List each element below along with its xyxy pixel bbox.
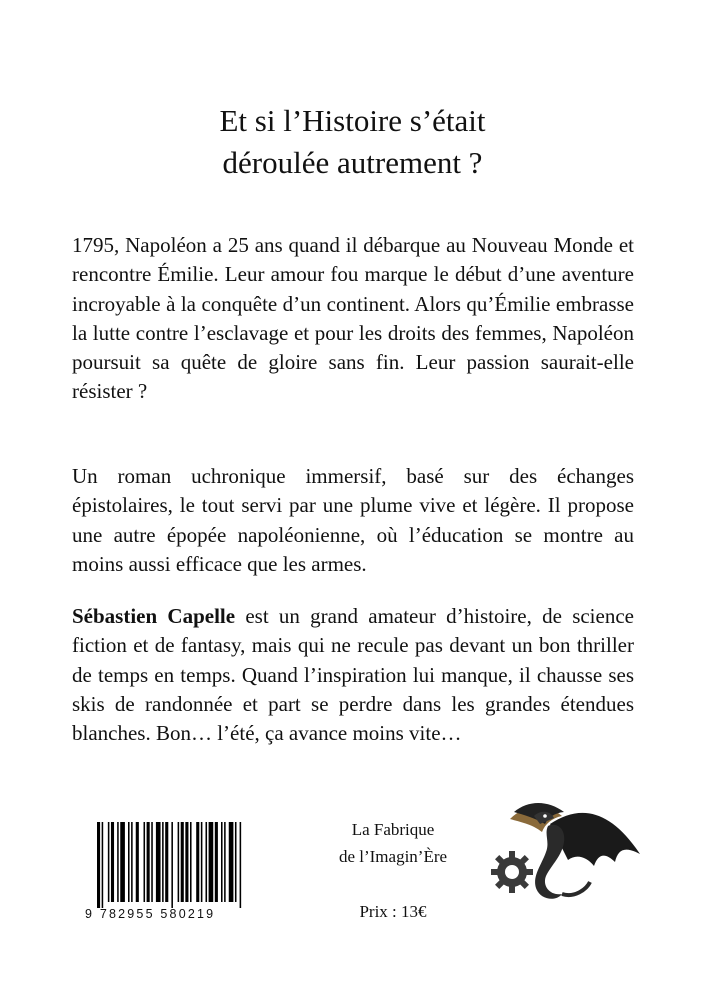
barcode-bar [171,822,173,908]
author-bio-paragraph [72,602,634,748]
barcode-bar [209,822,214,902]
barcode-bar [235,822,237,902]
barcode-bar [111,822,114,902]
isbn-barcode [85,822,285,932]
barcode-bar [206,822,208,902]
barcode-bar [221,822,223,902]
barcode-bar [102,822,104,908]
barcode-bar [120,822,125,902]
tagline-line-2: déroulée autrement ? [222,145,483,180]
barcode-bar [190,822,192,902]
dragon-gear-icon [490,794,650,914]
synopsis-paragraph: 1795, Napoléon a 25 ans quand il débarque au Nouveau Monde et rencontre Émilie. Leur amour fou marque le début d’une aventure incroyable à la conquête d’un continent. Alors qu’Émilie embrasse la lutte contre l’esclavage et pour les droits des femmes, Napoléon poursuit sa quête de gloire sans fin. Leur passion saurait-elle résister ? [72,233,634,404]
barcode-bar [108,822,110,902]
barcode-bar [144,822,146,902]
barcode-bar [136,822,139,902]
barcode-bar [185,822,188,902]
publisher-line-2: de l’Imagin’Ère [338,847,448,866]
barcode-bar [224,822,226,902]
barcode-bar [156,822,161,902]
barcode-bar [181,822,184,902]
barcode-bar [117,822,119,902]
barcode-bar [215,822,218,902]
tagline-line-1: Et si l’Histoire s’était [219,103,486,138]
barcode-bar [178,822,180,902]
barcode-bar [165,822,168,902]
barcode-bar [151,822,153,902]
barcode-bar [229,822,234,902]
barcode-bar [97,822,100,908]
isbn-digits: 9 782955 580219 [85,907,216,921]
book-tagline [0,100,705,184]
barcode-bars [85,822,285,908]
author-bio-text: est un grand amateur d’histoire, de science fiction et de fantasy, mais qui ne recule pas devant un bon thriller de temps en temps. Quand l’inspiration lui manque, il chausse ses skis de randonnée et part se perdre dans les grandes étendues blanches. Bon… l’été, ça avance moins vite… [72,604,634,746]
barcode-bar [131,822,133,902]
description-paragraph: Un roman uchronique immersif, basé sur des échanges épistolaires, le tout servi par une plume vive et légère. Il propose une autre épopée napoléonienne, où l’éducation se montre au moins aussi efficace que les armes. [72,464,634,576]
publisher-name [318,816,468,870]
barcode-bar [196,822,199,902]
publisher-line-1: La Fabrique [351,820,435,839]
barcode-bar [240,822,242,908]
barcode-bar [147,822,150,902]
barcode-bar [128,822,130,902]
barcode-bar [162,822,164,902]
author-name: Sébastien Capelle [72,604,236,628]
barcode-bar [201,822,203,902]
price-label: Prix : 13€ [359,902,427,921]
